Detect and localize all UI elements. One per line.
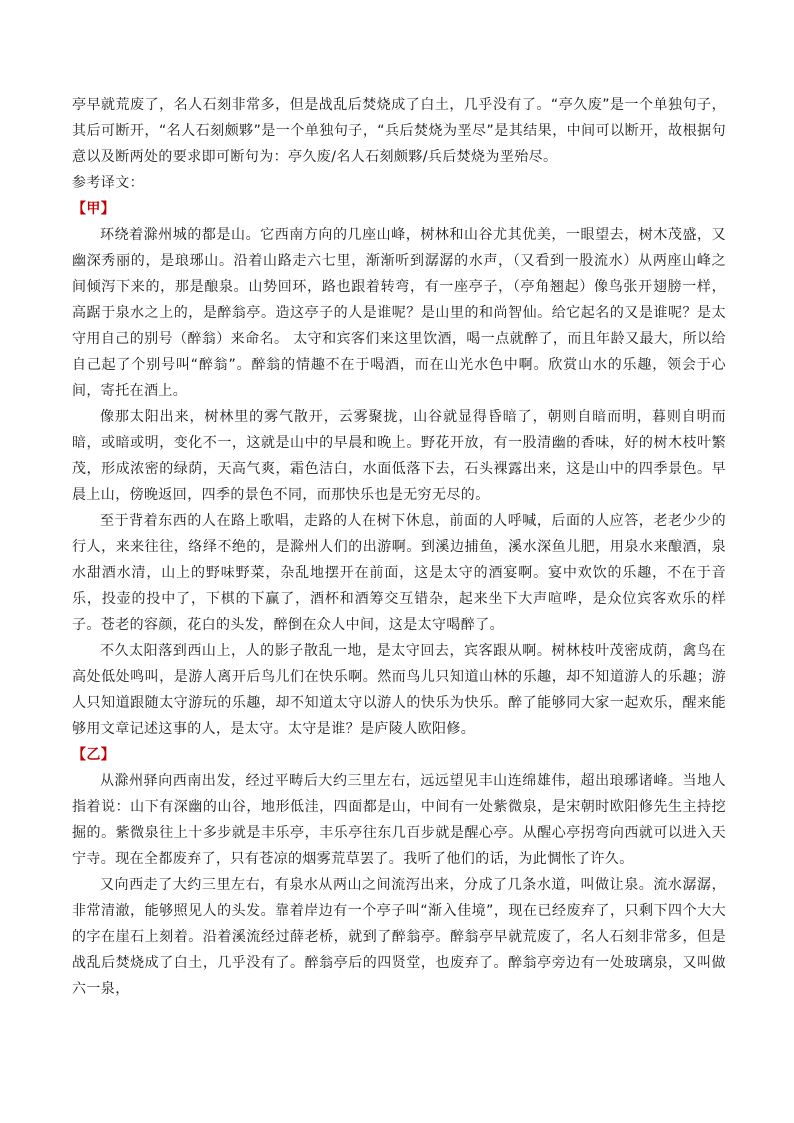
translation-paragraph: 从滁州驿向西南出发，经过平畴后大约三里左右，远远望见丰山连绵雄伟，超出琅琊诸峰。当地人指着说：山下有深幽的山谷，地形低洼，四面都是山，中间有一处紫微泉，是宋朝时欧阳修先生主持挖掘的。紫微泉往上十多步就是丰乐亭，丰乐亭往东几百步就是醒心亭。从醒心亭拐弯向西就可以进入天宁寺。现在全都废弃了，只有苍凉的烟雾荒草罢了。我听了他们的话，为此惆怅了许久。	[72, 773, 726, 867]
reference-translation-label: 参考译文：	[72, 175, 144, 191]
section-heading-jia: 【甲】	[72, 201, 116, 217]
translation-paragraph: 环绕着滁州城的都是山。它西南方向的几座山峰，树林和山谷尤其优美，一眼望去，树木茂盛，又幽深秀丽的，是琅琊山。沿着山路走六七里，渐渐听到潺潺的水声，（又看到一股流水）从两座山峰之间倾泻下来的，那是酿泉。山势回环，路也跟着转弯，有一座亭子，（亭角翘起）像鸟张开翅膀一样，高踞于泉水之上的，是醉翁亭。造这亭子的人是谁呢？是山里的和尚智仙。给它起名的又是谁呢？是太守用自己的别号（醉翁）来命名。 太守和宾客们来这里饮酒，喝一点就醉了，而且年龄又最大，所以给自己起了个别号叫“醉翁”。醉翁的情趣不在于喝酒，而在山光水色中啊。欣赏山水的乐趣，领会于心间，寄托在酒上。	[72, 227, 726, 399]
translation-paragraph: 又向西走了大约三里左右，有泉水从两山之间流泻出来，分成了几条水道，叫做让泉。流水潺潺，非常清澈，能够照见人的头发。靠着岸边有一个亭子叫“渐入佳境”，现在已经废弃了，只剩下四个大大的字在崖石上刻着。沿着溪流经过薛老桥，就到了醉翁亭。醉翁亭早就荒废了，名人石刻非常多，但是战乱后焚烧成了白土，几乎没有了。醉翁亭后的四贤堂，也废弃了。醉翁亭旁边有一处玻璃泉，又叫做六一泉，	[72, 877, 726, 997]
document-body	[72, 92, 726, 1002]
translation-paragraph: 像那太阳出来，树林里的雾气散开，云雾聚拢，山谷就显得昏暗了，朝则自暗而明，暮则自明而暗，或暗或明，变化不一，这就是山中的早晨和晚上。野花开放，有一股清幽的香味，好的树木枝叶繁茂，形成浓密的绿荫，天高气爽，霜色洁白，水面低落下去，石头裸露出来，这是山中的四季景色。早晨上山，傍晚返回，四季的景色不同，而那快乐也是无穷无尽的。	[72, 409, 726, 503]
section-heading-yi: 【乙】	[72, 747, 116, 763]
translation-paragraph: 至于背着东西的人在路上歌唱，走路的人在树下休息，前面的人呼喊，后面的人应答，老老少少的行人，来来往往，络绎不绝的，是滁州人们的出游啊。到溪边捕鱼，溪水深鱼儿肥，用泉水来酿酒，泉水甜酒水清，山上的野味野菜，杂乱地摆开在前面，这是太守的酒宴啊。宴中欢饮的乐趣，不在于音乐，投壶的投中了，下棋的下赢了，酒杯和酒筹交互错杂，起来坐下大声喧哗，是众位宾客欢乐的样子。苍老的容颜，花白的头发，醉倒在众人中间，这是太守喝醉了。	[72, 513, 726, 633]
translation-paragraph: 不久太阳落到西山上，人的影子散乱一地，是太守回去，宾客跟从啊。树林枝叶茂密成荫，禽鸟在高处低处鸣叫，是游人离开后鸟儿们在快乐啊。然而鸟儿只知道山林的乐趣，却不知道游人的乐趣；游人只知道跟随太守游玩的乐趣，却不知道太守以游人的快乐为快乐。醉了能够同大家一起欢乐，醒来能够用文章记述这事的人，是太守。太守是谁？是庐陵人欧阳修。	[72, 643, 726, 737]
answer-explanation-paragraph: 亭早就荒废了，名人石刻非常多，但是战乱后焚烧成了白土，几乎没有了。“亭久废”是一个单独句子，其后可断开，“名人石刻颇夥”是一个单独句子，“兵后焚烧为垩尽”是其结果，中间可以断开，故根据句意以及断两处的要求即可断句为：亭久废/名人石刻颇夥/兵后焚烧为垩殆尽。	[72, 97, 726, 165]
